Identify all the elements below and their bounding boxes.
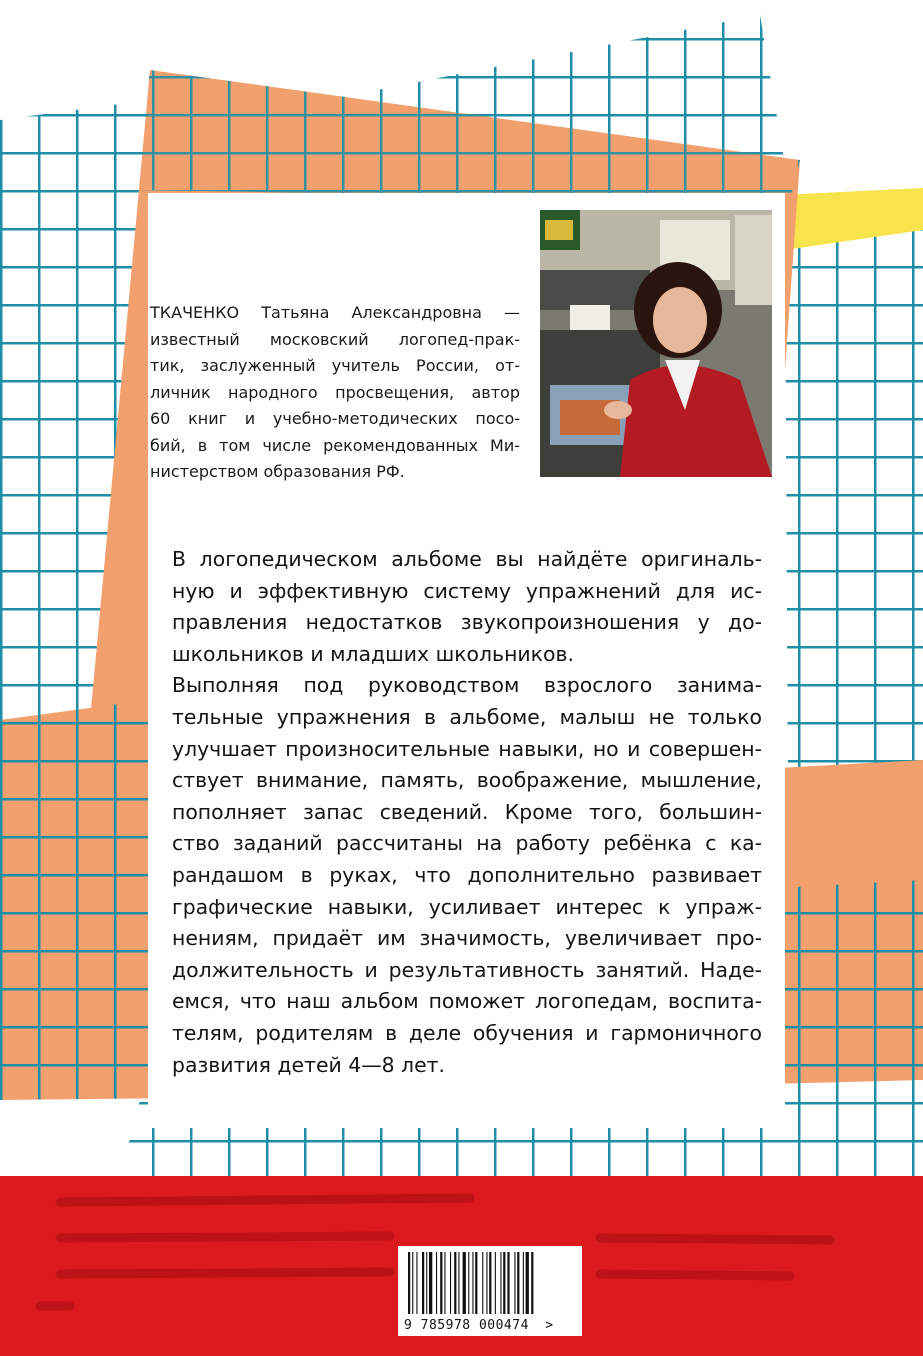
description-line: графические навыки, усиливает интерес к упраж- <box>172 894 762 919</box>
barcode <box>398 1246 582 1336</box>
barcode-bar <box>408 1252 410 1314</box>
barcode-bar <box>486 1252 487 1314</box>
book-description <box>172 544 762 1081</box>
author-photo <box>540 210 772 477</box>
isbn-number <box>404 1318 580 1333</box>
barcode-bar <box>436 1252 437 1314</box>
barcode-bar <box>412 1252 413 1314</box>
description-line: нениям, придаёт им значимость, увеличивает про- <box>172 926 762 951</box>
barcode-bar <box>531 1252 533 1314</box>
description-line: улучшает произносительные навыки, но и совершен- <box>172 736 762 761</box>
bio-line: 60 книг и учебно-методических посо- <box>150 409 520 428</box>
barcode-bar <box>526 1252 529 1314</box>
description-line: правления недостатков звукопроизношения у до- <box>172 610 762 635</box>
description-line: емся, что наш альбом поможет логопедам, воспита- <box>172 989 762 1014</box>
description-line: В логопедическом альбоме вы найдёте оригиналь- <box>172 547 762 571</box>
barcode-bars <box>408 1252 572 1314</box>
barcode-bar <box>444 1252 445 1314</box>
description-line: телям, родителям в деле обучения и гармоничного <box>172 1020 762 1045</box>
barcode-bar <box>463 1252 466 1314</box>
description-line: ствует внимание, память, воображение, мышление, <box>172 768 762 793</box>
barcode-bar <box>495 1252 496 1314</box>
barcode-bar <box>507 1252 509 1314</box>
barcode-bar <box>468 1252 469 1314</box>
barcode-bar <box>514 1252 515 1314</box>
description-line: развития детей 4—8 лет. <box>172 1052 445 1077</box>
barcode-bar <box>429 1252 432 1314</box>
barcode-bar <box>458 1252 459 1314</box>
barcode-bar <box>489 1252 491 1314</box>
barcode-bar <box>503 1252 505 1314</box>
isbn-digits: 9 785978 000474 <box>404 1318 529 1333</box>
barcode-bar <box>482 1252 483 1314</box>
barcode-bar <box>426 1252 427 1314</box>
author-photo-illustration <box>540 210 772 477</box>
description-line: рандашом в руках, что дополнительно развивает <box>172 862 762 887</box>
description-line: тельные упражнения в альбоме, малыш не только <box>172 704 762 729</box>
description-line: школьников и младших школьников. <box>172 641 574 666</box>
bio-line: нистерством образования РФ. <box>150 462 405 481</box>
author-bio <box>150 300 520 486</box>
barcode-bar <box>422 1252 424 1314</box>
isbn-arrow: > <box>545 1318 554 1333</box>
description-line: ную и эффективную систему упражнений для ис- <box>172 578 762 603</box>
description-line: должительность и результативность занятий. Наде- <box>172 957 762 982</box>
grid-lower-left <box>0 700 150 1150</box>
barcode-bar <box>440 1252 442 1314</box>
bio-line: ТКАЧЕНКО Татьяна Александровна — <box>150 303 520 322</box>
bio-line: личник народного просвещения, автор <box>150 382 520 402</box>
barcode-bar <box>454 1252 456 1314</box>
bio-line: бий, в том числе рекомендованных Ми- <box>150 435 520 455</box>
barcode-bar <box>500 1252 501 1314</box>
barcode-bar <box>475 1252 477 1314</box>
description-line: пополняет запас сведений. Кроме того, большин- <box>172 799 762 824</box>
description-line: Выполняя под руководством взрослого занима- <box>172 673 762 698</box>
barcode-bar <box>450 1252 451 1314</box>
barcode-bar <box>416 1252 417 1314</box>
barcode-bar <box>517 1252 519 1314</box>
barcode-bar <box>472 1252 473 1314</box>
barcode-bar <box>523 1252 524 1314</box>
bio-line: тик, заслуженный учитель России, от- <box>150 356 520 375</box>
description-line: ство заданий рассчитаны на работу ребёнка с ка- <box>172 831 762 856</box>
bio-line: известный московский логопед-прак- <box>150 329 520 349</box>
